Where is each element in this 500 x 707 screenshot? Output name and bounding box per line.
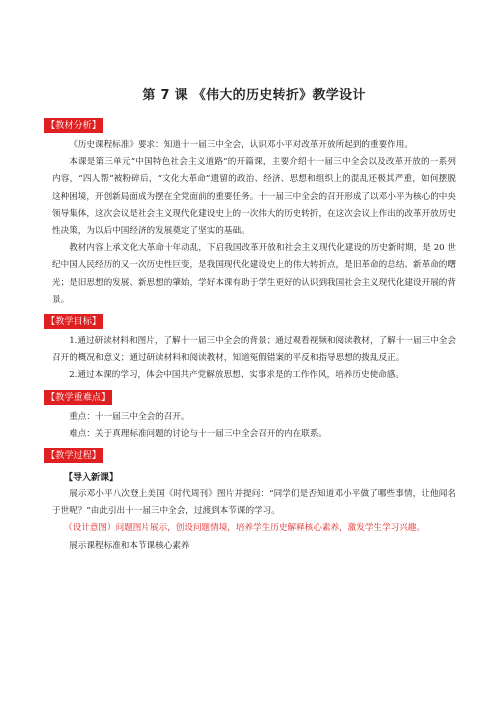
section-process	[46, 443, 456, 555]
paragraph: 《历史课程标准》要求：知道十一届三中全会，认识邓小平对改革开放所起到的重要作用。	[69, 140, 413, 150]
paragraph: 展示课程标准和本节课核心素养	[69, 540, 190, 551]
section-keypoints	[46, 385, 456, 443]
key-point: 重点：十一届三中全会的召开。	[69, 411, 190, 422]
section-tag-analysis: 【教材分析】	[46, 120, 102, 131]
subsection-title: 【导入新课】	[64, 473, 119, 484]
paragraph: 教材内容上承文化大革命十年动乱，下启我国改革开放和社会主义现代化建设的历史新时期，是 20 世纪中国人民经历的又一次历史性巨变，是我国现代化建设史上的伟大转折点，是旧革命的总结、新革命的曙光；是旧思想的发展、新思想的肇始，学好本课有助于学生更好的认识到我国社会主义现代化建设开展的背景。	[52, 243, 456, 305]
page-title: 第 7 课 《伟大的历史转折》教学设计	[142, 88, 366, 103]
section-goals	[46, 309, 456, 385]
section-analysis	[46, 113, 456, 309]
goal-item: 1.通过研读材料和图片，了解十一届三中全会的背景；通过观看视频和阅读教材，了解十一届三中全会召开的概况和意义；通过研读材料和阅读教材，知道冤假错案的平反和指导思想的拨乱反正。	[52, 336, 456, 364]
goal-item: 2.通过本课的学习，体会中国共产党解放思想、实事求是的工作作风，培养历史使命感。	[69, 370, 404, 381]
section-tag-goals: 【教学目标】	[46, 316, 102, 328]
section-tag-process: 【教学过程】	[46, 450, 102, 462]
design-intent: （设计意图）问题图片展示，创设问题情境，培养学生历史解释核心素养，激发学生学习兴趣。	[64, 523, 425, 534]
document-page	[46, 84, 456, 555]
difficult-point: 难点：关于真理标准问题的讨论与十一届三中全会召开的内在联系。	[69, 428, 328, 439]
paragraph: 本课是第三单元“中国特色社会主义道路”的开篇课，主要介绍十一届三中全会以及改革开放的一系列内容，“四人帮”被粉碎后，“文化大革命”遗留的政治、经济、思想和组织上的混乱还极其严重，如何摆脱这种困境，开创新局面成为摆在全党面前的重要任务。十一届三中全会的召开形成了以邓小平为核心的中央领导集体，这次会议是社会主义现代化建设史上的一次伟大的历史转折，在这次会议上作出的改革开放历史性决策，为以后中国经济的发展奠定了坚实的基础。	[52, 157, 456, 237]
section-tag-keypoints: 【教学重难点】	[46, 391, 111, 403]
paragraph: 展示邓小平八次登上美国《时代周刊》图片并提问：“同学们是否知道邓小平做了哪些事情，让他闻名于世呢？”由此引出十一届三中全会，过渡到本节课的学习。	[52, 489, 456, 517]
